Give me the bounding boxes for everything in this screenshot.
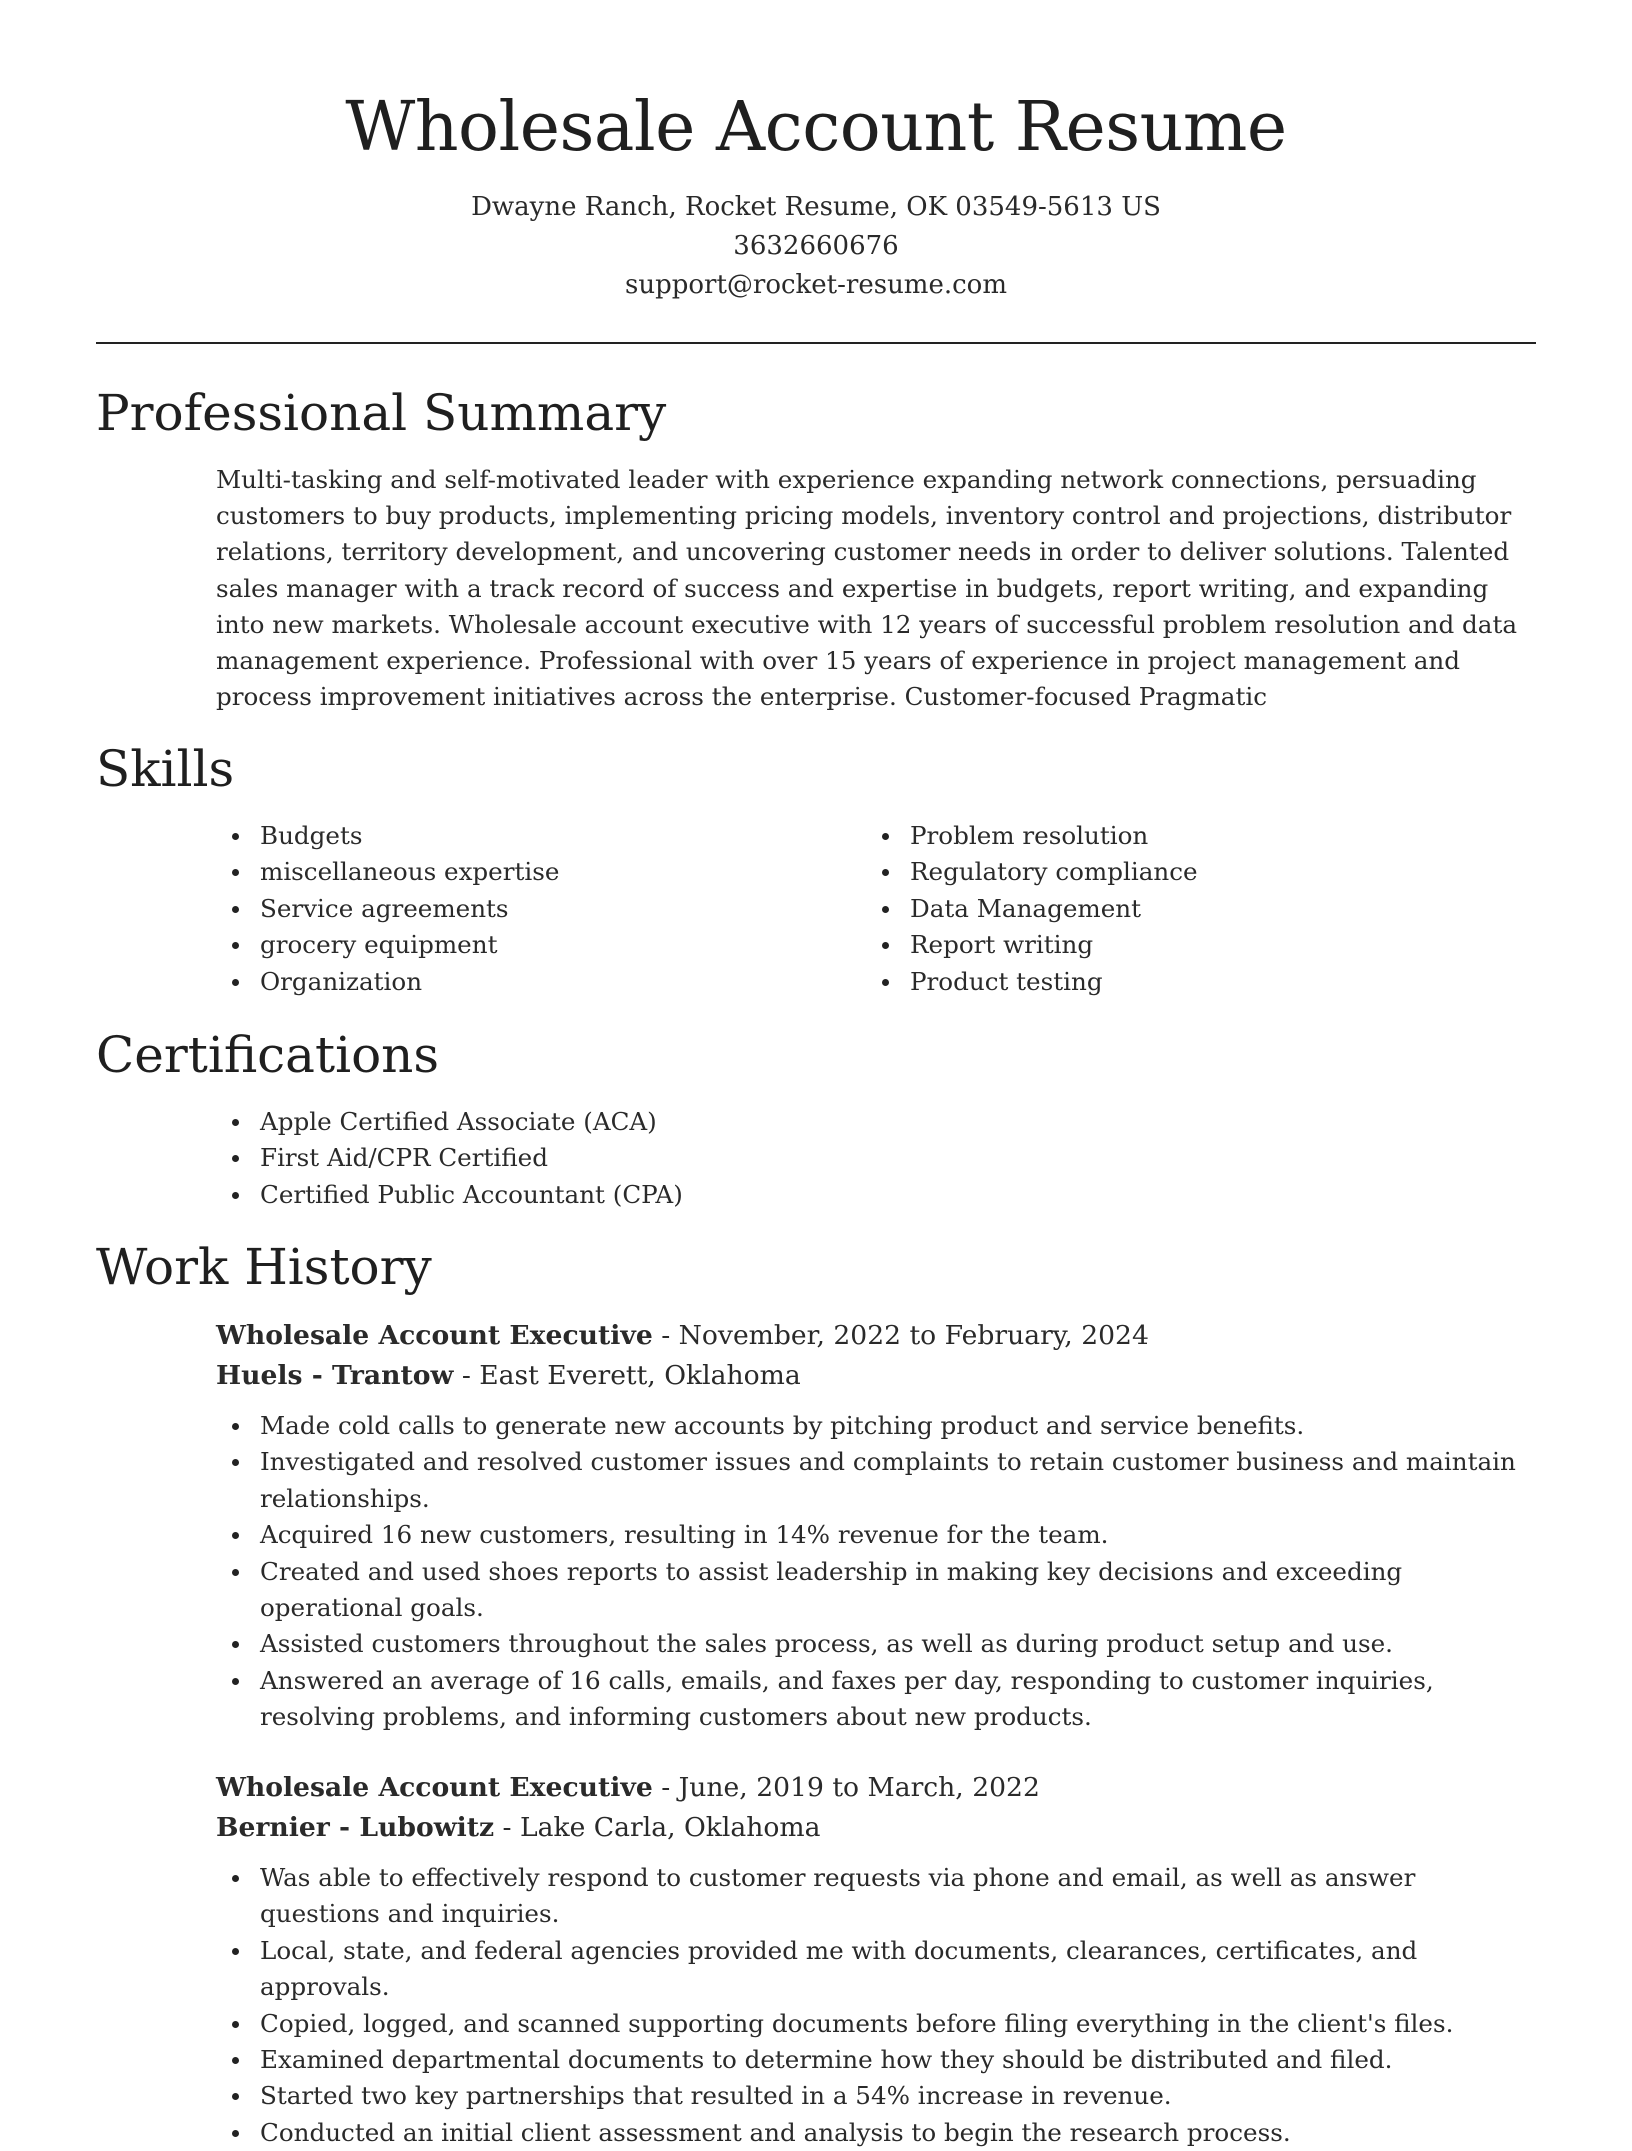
job-duty: Was able to effectively respond to customer requests via phone and email, as well as answer questions and inquiries. (216, 1860, 1536, 1933)
skill-item: Product testing (866, 964, 1506, 1000)
summary-text: Multi-tasking and self-motivated leader with experience expanding network connections, persuading customers to buy products, implementing pricing models, inventory control and projections, distributor relations, territory development, and uncovering customer needs in order to deliver solutions. Talented sales manager with a track record of success and expertise in budgets, report writing, and expanding into new markets. Wholesale account executive with 12 years of successful problem resolution and data management experience. Professional with over 15 years of experience in project management and process improvement initiatives across the enterprise. Customer-focused Pragmatic (216, 465, 1517, 712)
contact-block (0, 188, 1632, 305)
job-duty: Investigated and resolved customer issues and complaints to retain customer business and maintain relationships. (216, 1444, 1536, 1517)
skill-item: Regulatory compliance (866, 854, 1506, 890)
job-location: - East Everett, Oklahoma (453, 1360, 801, 1391)
skill-item: Budgets (216, 818, 816, 854)
job-duty: Acquired 16 new customers, resulting in 14% revenue for the team. (216, 1517, 1536, 1553)
skill-item: miscellaneous expertise (216, 854, 816, 890)
skill-item: Service agreements (216, 891, 816, 927)
job-title: Wholesale Account Executive (216, 1320, 653, 1351)
skill-item: Report writing (866, 927, 1506, 963)
job-location: - Lake Carla, Oklahoma (494, 1812, 821, 1843)
contact-phone: 3632660676 (733, 231, 899, 261)
job-entry (216, 1768, 1536, 2151)
job-duty: Assisted customers throughout the sales process, as well as during product setup and use. (216, 1626, 1536, 1662)
job-duty: Created and used shoes reports to assist leadership in making key decisions and exceeding operational goals. (216, 1554, 1536, 1627)
resume-title: Wholesale Account Resume (345, 88, 1287, 167)
job-title: Wholesale Account Executive (216, 1772, 653, 1803)
certification-item: Certified Public Accountant (CPA) (216, 1177, 1516, 1213)
job-duty: Conducted an initial client assessment and analysis to begin the research process. (216, 2115, 1536, 2151)
work-history-heading: Work History (96, 1238, 432, 1296)
contact-address: Dwayne Ranch, Rocket Resume, OK 03549-5613 US (471, 192, 1161, 222)
job-company: Bernier - Lubowitz (216, 1812, 495, 1843)
job-duties-list (216, 1860, 1536, 2151)
skills-list-right (866, 818, 1506, 1000)
job-duty: Copied, logged, and scanned supporting documents before filing everything in the client's files. (216, 2006, 1536, 2042)
job-dates: - November, 2022 to February, 2024 (652, 1320, 1149, 1351)
skill-item: Data Management (866, 891, 1506, 927)
job-company-line (216, 1356, 1536, 1396)
skills-list-left (216, 818, 816, 1000)
job-duties-list (216, 1408, 1536, 1736)
job-duty: Started two key partnerships that resulted in a 54% increase in revenue. (216, 2078, 1536, 2114)
certification-item: Apple Certified Associate (ACA) (216, 1104, 1516, 1140)
job-title-line (216, 1316, 1536, 1356)
certifications-heading: Certifications (96, 1026, 440, 1084)
job-duty: Examined departmental documents to determine how they should be distributed and filed. (216, 2042, 1536, 2078)
job-company: Huels - Trantow (216, 1360, 454, 1391)
job-company-line (216, 1808, 1536, 1848)
header-divider (96, 342, 1536, 344)
certification-item: First Aid/CPR Certified (216, 1140, 1516, 1176)
summary-heading: Professional Summary (96, 384, 667, 442)
job-dates: - June, 2019 to March, 2022 (652, 1772, 1040, 1803)
certifications-list (216, 1104, 1516, 1213)
job-duty: Answered an average of 16 calls, emails, and faxes per day, responding to customer inquiries, resolving problems, and informing customers about new products. (216, 1663, 1536, 1736)
job-duty: Local, state, and federal agencies provided me with documents, clearances, certificates, and approvals. (216, 1933, 1536, 2006)
job-entry (216, 1316, 1536, 1736)
skill-item: Problem resolution (866, 818, 1506, 854)
skill-item: grocery equipment (216, 927, 816, 963)
job-duty: Made cold calls to generate new accounts by pitching product and service benefits. (216, 1408, 1536, 1444)
skills-heading: Skills (96, 740, 235, 798)
contact-email: support@rocket-resume.com (624, 270, 1007, 300)
job-title-line (216, 1768, 1536, 1808)
resume-header (0, 82, 1632, 305)
skill-item: Organization (216, 964, 816, 1000)
